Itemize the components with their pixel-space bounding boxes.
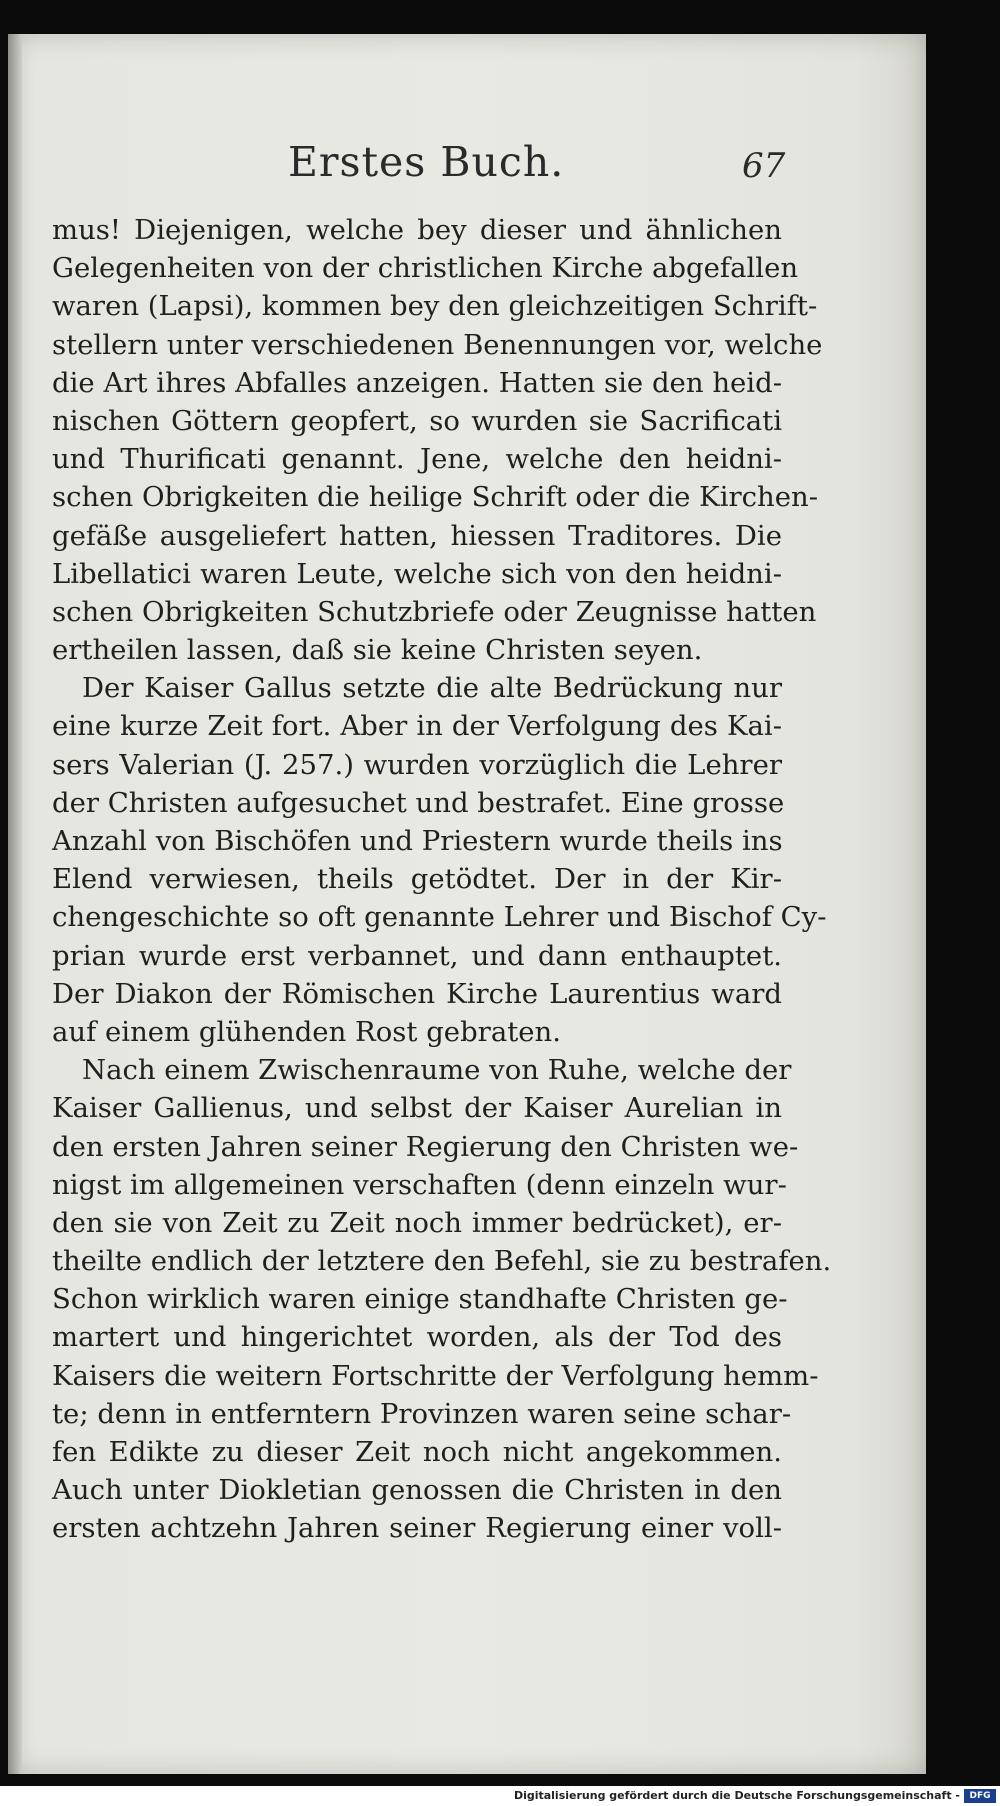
text-line: ersten achtzehn Jahren seiner Regierung einer voll- (52, 1512, 782, 1545)
page-number: 67 (742, 146, 786, 186)
text-line: theilte endlich der letztere den Befehl, sie zu bestrafen. (52, 1245, 832, 1278)
text-line: Elend verwiesen, theils getödtet. Der in der Kir- (52, 863, 782, 896)
text-line: Gelegenheiten von der christlichen Kirche abgefallen (52, 252, 799, 285)
text-line: schen Obrigkeiten Schutzbriefe oder Zeugnisse hatten (52, 595, 817, 628)
text-line: und Thurificati genannt. Jene, welche den heidni- (52, 443, 782, 476)
text-line: fen Edikte zu dieser Zeit noch nicht angekommen. (52, 1436, 782, 1468)
dfg-logo: DFG (964, 1789, 996, 1803)
text-line: martert und hingerichtet worden, als der Tod des (52, 1321, 782, 1354)
text-line: Kaiser Gallienus, und selbst der Kaiser Aurelian in (52, 1092, 782, 1125)
text-line: Anzahl von Bischöfen und Priestern wurde theils ins (52, 825, 783, 857)
text-line: Kaisers die weitern Fortschritte der Verfolgung hemm- (52, 1359, 819, 1392)
page-gutter-shadow (8, 34, 22, 1774)
text-line: die Art ihres Abfalles anzeigen. Hatten sie den heid- (52, 366, 782, 399)
running-head-title: Erstes Buch. (288, 138, 565, 186)
body-text-block (52, 211, 832, 1548)
text-line: schen Obrigkeiten die heilige Schrift oder die Kirchen- (52, 481, 819, 514)
funding-credit: Digitalisierung gefördert durch die Deutsche Forschungsgemeinschaft - (513, 1789, 960, 1802)
text-line: den sie von Zeit zu Zeit noch immer bedrücket), er- (52, 1206, 782, 1239)
text-line: te; denn in entferntern Provinzen waren seine schar- (52, 1397, 792, 1430)
paragraph-start-line: Nach einem Zwischenraume von Ruhe, welche der (82, 1054, 792, 1087)
text-line: Libellatici waren Leute, welche sich von den heidni- (52, 557, 782, 590)
text-line: eine kurze Zeit fort. Aber in der Verfolgung des Kai- (52, 710, 782, 743)
paragraph-start-line: Der Kaiser Gallus setzte die alte Bedrückung nur (82, 672, 782, 705)
text-line: gefäße ausgeliefert hatten, hiessen Traditores. Die (52, 519, 782, 552)
text-line: Der Diakon der Römischen Kirche Laurentius ward (52, 977, 782, 1010)
text-line: der Christen aufgesuchet und bestrafet. Eine grosse (52, 786, 785, 819)
text-line: stellern unter verschiedenen Benennungen vor, welche (52, 328, 823, 361)
text-line: ertheilen lassen, daß sie keine Christen seyen. (52, 634, 703, 667)
text-line: nigst im allgemeinen verschaften (denn einzeln wur- (52, 1168, 787, 1201)
text-line: Auch unter Diokletian genossen die Christen in den (52, 1474, 782, 1507)
text-line: nischen Göttern geopfert, so wurden sie Sacrificati (52, 404, 782, 437)
text-line: waren (Lapsi), kommen bey den gleichzeitigen Schrift- (52, 290, 818, 323)
text-line: auf einem glühenden Rost gebraten. (52, 1015, 562, 1048)
text-line: mus! Diejenigen, welche bey dieser und ähnlichen (52, 214, 782, 246)
text-line: prian wurde erst verbannet, und dann enthauptet. (52, 939, 782, 972)
text-line: sers Valerian (J. 257.) wurden vorzüglich die Lehrer (52, 748, 782, 781)
text-line: chengeschichte so oft genannte Lehrer und Bischof Cy- (52, 901, 827, 934)
text-line: den ersten Jahren seiner Regierung den Christen we- (52, 1130, 799, 1163)
text-line: Schon wirklich waren einige standhafte Christen ge- (52, 1283, 788, 1316)
